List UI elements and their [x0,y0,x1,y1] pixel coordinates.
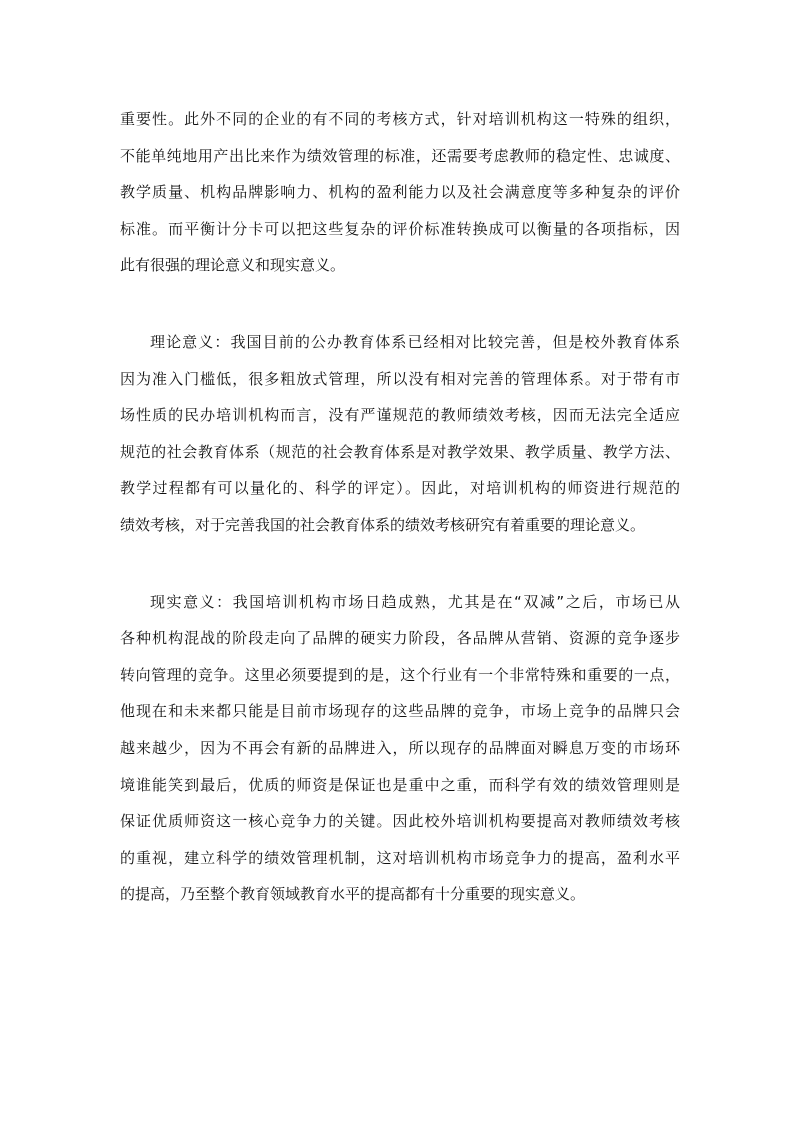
paragraph-theoretical-significance [120,324,680,544]
paragraph-importance [120,101,680,284]
text-line: 教学过程都有可以量化的、科学的评定）。因此，对培训机构的师资进行规范的 [120,479,680,498]
text-line: 教学质量、机构品牌影响力、机构的盈利能力以及社会满意度等多种复杂的评价 [120,183,680,202]
text-line: 不能单纯地用产出比来作为绩效管理的标准，还需要考虑教师的稳定性、忠诚度、 [120,146,680,165]
text-line: 理论意义：我国目前的公办教育体系已经相对比较完善，但是校外教育体系 [150,332,680,351]
text-line: 转向管理的竞争。这里必须要提到的是，这个行业有一个非常特殊和重要的一点， [120,665,680,684]
text-line: 因为准入门槛低，很多粗放式管理，所以没有相对完善的管理体系。对于带有市 [120,369,680,388]
text-line: 越来越少，因为不再会有新的品牌进入，所以现存的品牌面对瞬息万变的市场环 [120,738,680,757]
text-line: 规范的社会教育体系（规范的社会教育体系是对教学效果、教学质量、教学方法、 [120,442,680,461]
text-line: 各种机构混战的阶段走向了品牌的硬实力阶段，各品牌从营销、资源的竞争逐步 [120,629,680,648]
text-line: 境谁能笑到最后，优质的师资是保证也是重中之重，而科学有效的绩效管理则是 [120,775,680,794]
text-line: 的提高，乃至整个教育领域教育水平的提高都有十分重要的现实意义。 [120,885,586,904]
text-line: 保证优质师资这一核心竞争力的关键。因此校外培训机构要提高对教师绩效考核 [120,812,680,831]
document-page [120,101,680,913]
text-line: 绩效考核，对于完善我国的社会教育体系的绩效考核研究有着重要的理论意义。 [120,515,646,534]
text-line: 重要性。此外不同的企业的有不同的考核方式，针对培训机构这一特殊的组织， [120,110,680,128]
text-line: 标准。而平衡计分卡可以把这些复杂的评价标准转换成可以衡量的各项指标，因 [120,219,680,238]
text-line: 的重视，建立科学的绩效管理机制，这对培训机构市场竞争力的提高，盈利水平 [120,848,680,867]
text-line: 现实意义：我国培训机构市场日趋成熟，尤其是在“双减”之后，市场已从 [150,592,680,611]
paragraph-practical-significance [120,584,680,913]
text-line: 此有很强的理论意义和现实意义。 [120,256,346,275]
text-line: 场性质的民办培训机构而言，没有严谨规范的教师绩效考核，因而无法完全适应 [120,406,680,425]
paragraph-gap [120,544,680,584]
paragraph-gap [120,284,680,324]
text-line: 他现在和未来都只能是目前市场现存的这些品牌的竞争，市场上竞争的品牌只会 [120,702,680,721]
